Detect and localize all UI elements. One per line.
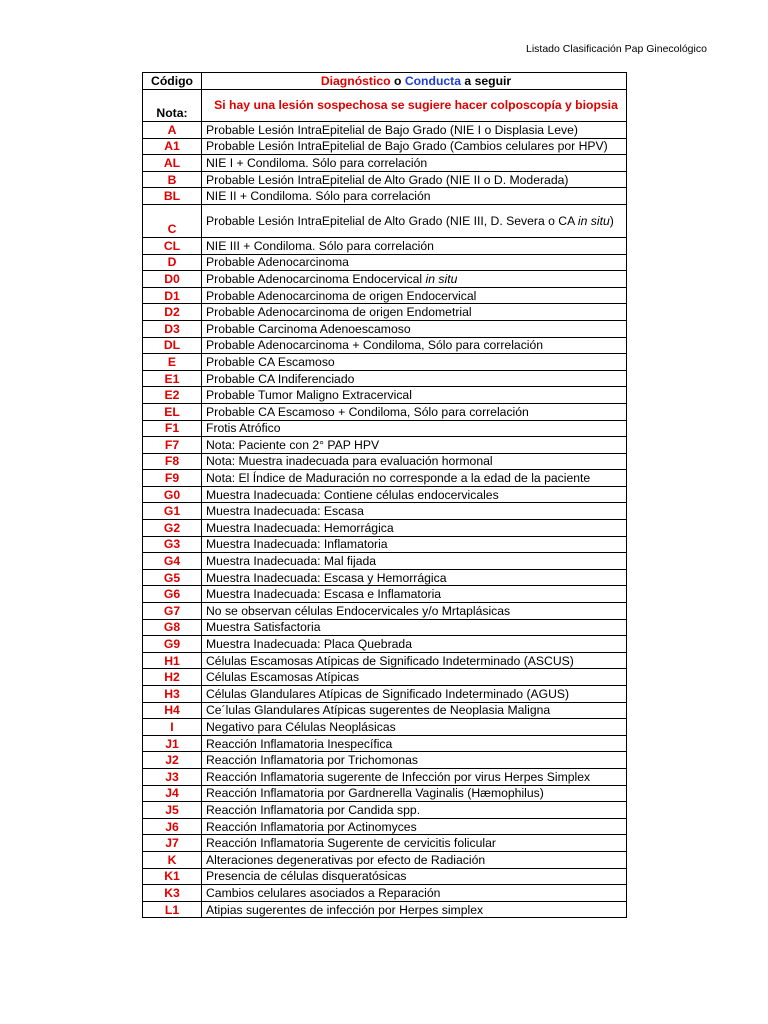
- table-row: [143, 586, 627, 603]
- row-code: CL: [143, 237, 202, 254]
- row-description-text: Cambios celulares asociados a Reparación: [206, 885, 441, 900]
- table-row: [143, 320, 627, 337]
- table-row: [143, 901, 627, 918]
- row-description-text: Nota: Muestra inadecuada para evaluación hormonal: [206, 454, 493, 469]
- row-code: J1: [143, 735, 202, 752]
- row-description-text: NIE I + Condiloma. Sólo para correlación: [206, 155, 428, 170]
- row-code: G8: [143, 619, 202, 636]
- table-row: [143, 337, 627, 354]
- table-row: [143, 453, 627, 470]
- row-code: F9: [143, 470, 202, 487]
- row-description: [202, 586, 627, 603]
- row-description: [202, 271, 627, 288]
- row-code: G3: [143, 536, 202, 553]
- row-description-text: Probable Adenocarcinoma: [206, 255, 349, 270]
- code-column-header: Código: [143, 73, 202, 90]
- row-code: D: [143, 254, 202, 271]
- row-description-text: Probable Lesión IntraEpitelial de Alto Grado (NIE III, D. Severa o CA: [206, 213, 578, 228]
- row-code: F1: [143, 420, 202, 437]
- row-description-text: NIE II + Condiloma. Sólo para correlación: [206, 189, 431, 204]
- row-description-text: Probable CA Escamoso: [206, 354, 335, 369]
- table-row: [143, 354, 627, 371]
- row-code: L1: [143, 901, 202, 918]
- table-row: [143, 702, 627, 719]
- row-description-text: Presencia de células disqueratósicas: [206, 869, 407, 884]
- row-description-text: Probable Tumor Maligno Extracervical: [206, 388, 412, 403]
- row-description: [202, 337, 627, 354]
- row-code: J3: [143, 768, 202, 785]
- row-code: G6: [143, 586, 202, 603]
- row-code: G5: [143, 569, 202, 586]
- table-row: [143, 387, 627, 404]
- row-description-italic: in situ: [425, 271, 458, 286]
- row-description: [202, 603, 627, 620]
- row-description-text: Frotis Atrófico: [206, 421, 281, 436]
- row-description-text: Probable CA Indiferenciado: [206, 371, 355, 386]
- table-note-row: [143, 90, 627, 122]
- row-code: G4: [143, 553, 202, 570]
- table-row: [143, 768, 627, 785]
- row-description-text: Muestra Inadecuada: Contiene células endocervicales: [206, 487, 499, 502]
- row-description-text: Muestra Inadecuada: Escasa y Hemorrágica: [206, 570, 447, 585]
- table-row: [143, 254, 627, 271]
- table-row: [143, 470, 627, 487]
- row-description: [202, 122, 627, 139]
- row-description-text: Muestra Satisfactoria: [206, 620, 321, 635]
- classification-table: [142, 72, 627, 918]
- row-description-text: Probable Lesión IntraEpitelial de Bajo Grado (Cambios celulares por HPV): [206, 139, 608, 154]
- row-description-text: Células Escamosas Atípicas de Significado Indeterminado (ASCUS): [206, 653, 574, 668]
- row-description: [202, 569, 627, 586]
- row-description-text: Reacción Inflamatoria sugerente de Infección por virus Herpes Simplex: [206, 769, 591, 784]
- row-description-text: Probable Lesión IntraEpitelial de Bajo Grado (NIE I o Displasia Leve): [206, 122, 578, 137]
- row-description-italic: in situ: [577, 213, 610, 228]
- row-description: [202, 818, 627, 835]
- row-description-text: Probable Adenocarcinoma de origen Endometrial: [206, 305, 472, 320]
- row-description: [202, 735, 627, 752]
- row-description-text: Probable Adenocarcinoma + Condiloma, Sólo para correlación: [206, 338, 544, 353]
- table-row: [143, 155, 627, 172]
- row-description: [202, 138, 627, 155]
- row-description: [202, 669, 627, 686]
- row-code: K: [143, 851, 202, 868]
- row-description: [202, 686, 627, 703]
- row-description-text: Nota: El Índice de Maduración no corresponde a la edad de la paciente: [206, 471, 591, 486]
- row-description: [202, 155, 627, 172]
- row-description-text: No se observan células Endocervicales y/o Mrtaplásicas: [206, 603, 511, 618]
- table-row: [143, 835, 627, 852]
- row-description: [202, 768, 627, 785]
- row-description: [202, 370, 627, 387]
- row-code: H2: [143, 669, 202, 686]
- row-description-text: Células Glandulares Atípicas de Significado Indeterminado (AGUS): [206, 686, 570, 701]
- table-row: [143, 188, 627, 205]
- o-label: o: [390, 74, 405, 88]
- conducta-label: Conducta: [404, 74, 462, 88]
- row-code: F8: [143, 453, 202, 470]
- row-description: [202, 702, 627, 719]
- table-header-row: [143, 73, 627, 90]
- table-row: [143, 569, 627, 586]
- row-description-text: Probable Adenocarcinoma de origen Endocervical: [206, 288, 477, 303]
- row-description: [202, 868, 627, 885]
- table-row: [143, 735, 627, 752]
- row-code: H1: [143, 652, 202, 669]
- row-description: [202, 304, 627, 321]
- table-row: [143, 885, 627, 902]
- row-code: K3: [143, 885, 202, 902]
- row-description: [202, 851, 627, 868]
- row-description-text: Muestra Inadecuada: Hemorrágica: [206, 520, 394, 535]
- table-row: [143, 636, 627, 653]
- row-description: [202, 785, 627, 802]
- table-row: [143, 868, 627, 885]
- row-description-text: Ce´lulas Glandulares Atípicas sugerentes de Neoplasia Maligna: [206, 703, 551, 718]
- table-row: [143, 553, 627, 570]
- row-code: E2: [143, 387, 202, 404]
- row-description-text: Alteraciones degenerativas por efecto de Radiación: [206, 852, 486, 867]
- row-description-text: Nota: Paciente con 2° PAP HPV: [206, 437, 380, 452]
- row-description: [202, 503, 627, 520]
- table-row: [143, 437, 627, 454]
- row-description: [202, 636, 627, 653]
- note-text: Si hay una lesión sospechosa se sugiere hacer colposcopía y biopsia: [202, 90, 627, 122]
- table-row: [143, 818, 627, 835]
- row-description: [202, 320, 627, 337]
- row-code: D1: [143, 287, 202, 304]
- row-description-text: Muestra Inadecuada: Inflamatoria: [206, 537, 388, 552]
- table-row: [143, 536, 627, 553]
- row-description-text: Atipias sugerentes de infección por Herpes simplex: [206, 902, 484, 917]
- row-code: J7: [143, 835, 202, 852]
- row-code: F7: [143, 437, 202, 454]
- row-code: G0: [143, 486, 202, 503]
- row-description-text: Reacción Inflamatoria Inespecífica: [206, 736, 393, 751]
- row-description-text: Probable Lesión IntraEpitelial de Alto Grado (NIE II o D. Moderada): [206, 172, 569, 187]
- row-description: [202, 188, 627, 205]
- row-code: J2: [143, 752, 202, 769]
- row-code: D0: [143, 271, 202, 288]
- row-description: [202, 885, 627, 902]
- table-row: [143, 138, 627, 155]
- row-description: [202, 237, 627, 254]
- table-row: [143, 370, 627, 387]
- row-description-text: Probable Adenocarcinoma Endocervical: [206, 271, 426, 286]
- table-row: [143, 652, 627, 669]
- row-code: D2: [143, 304, 202, 321]
- row-description: [202, 536, 627, 553]
- row-description: [202, 486, 627, 503]
- row-code: BL: [143, 188, 202, 205]
- row-description: [202, 403, 627, 420]
- row-code: H3: [143, 686, 202, 703]
- table-row: [143, 287, 627, 304]
- note-label: Nota:: [143, 90, 202, 122]
- row-code: AL: [143, 155, 202, 172]
- row-description-text: Reacción Inflamatoria por Trichomonas: [206, 753, 419, 768]
- row-description: [202, 287, 627, 304]
- row-description: [202, 652, 627, 669]
- row-description-text: Probable Carcinoma Adenoescamoso: [206, 321, 411, 336]
- row-code: EL: [143, 403, 202, 420]
- row-description: [202, 752, 627, 769]
- row-description-text: NIE III + Condiloma. Sólo para correlación: [206, 238, 434, 253]
- table-row: [143, 503, 627, 520]
- row-code: J6: [143, 818, 202, 835]
- row-code: C: [143, 204, 202, 237]
- table-row: [143, 603, 627, 620]
- table-row: [143, 619, 627, 636]
- table-row: [143, 271, 627, 288]
- row-description-text: Muestra Inadecuada: Mal fijada: [206, 554, 377, 569]
- table-row: [143, 785, 627, 802]
- row-description: [202, 171, 627, 188]
- row-code: G1: [143, 503, 202, 520]
- row-description-text: Células Escamosas Atípicas: [206, 670, 360, 685]
- table-row: [143, 752, 627, 769]
- row-description-suffix: ): [609, 213, 614, 228]
- row-description-text: Reacción Inflamatoria por Gardnerella Vaginalis (Hæmophilus): [206, 786, 544, 801]
- row-code: G7: [143, 603, 202, 620]
- row-description: [202, 453, 627, 470]
- row-description-text: Reacción Inflamatoria por Candida spp.: [206, 802, 421, 817]
- table-row: [143, 204, 627, 237]
- row-code: DL: [143, 337, 202, 354]
- row-code: E: [143, 354, 202, 371]
- row-description: [202, 254, 627, 271]
- page-header: Listado Clasificación Pap Ginecológico: [526, 43, 707, 55]
- row-description-text: Muestra Inadecuada: Placa Quebrada: [206, 637, 412, 652]
- row-description: [202, 420, 627, 437]
- diagnosis-column-header: [202, 73, 627, 90]
- table-row: [143, 420, 627, 437]
- row-description-text: Negativo para Células Neoplásicas: [206, 719, 396, 734]
- table-row: [143, 686, 627, 703]
- table-row: [143, 486, 627, 503]
- row-description: [202, 437, 627, 454]
- table-row: [143, 304, 627, 321]
- row-description: [202, 387, 627, 404]
- row-code: E1: [143, 370, 202, 387]
- row-description-text: Probable CA Escamoso + Condiloma, Sólo para correlación: [206, 404, 529, 419]
- row-code: G2: [143, 520, 202, 537]
- table-row: [143, 403, 627, 420]
- table-row: [143, 851, 627, 868]
- row-code: J4: [143, 785, 202, 802]
- table-row: [143, 802, 627, 819]
- table-row: [143, 122, 627, 139]
- row-code: A: [143, 122, 202, 139]
- row-description-text: Muestra Inadecuada: Escasa: [206, 504, 364, 519]
- row-description: [202, 354, 627, 371]
- row-code: K1: [143, 868, 202, 885]
- row-description-text: Muestra Inadecuada: Escasa e Inflamatoria: [206, 587, 442, 602]
- row-code: A1: [143, 138, 202, 155]
- row-code: G9: [143, 636, 202, 653]
- table-row: [143, 237, 627, 254]
- diagnostico-label: Diagnóstico: [320, 74, 391, 88]
- row-code: J5: [143, 802, 202, 819]
- row-code: B: [143, 171, 202, 188]
- table-row: [143, 719, 627, 736]
- table-row: [143, 171, 627, 188]
- row-description: [202, 802, 627, 819]
- row-code: D3: [143, 320, 202, 337]
- row-description: [202, 553, 627, 570]
- row-description: [202, 520, 627, 537]
- a-seguir-label: a seguir: [461, 74, 512, 88]
- row-description: [202, 470, 627, 487]
- row-description: [202, 901, 627, 918]
- row-code: I: [143, 719, 202, 736]
- row-description: [202, 204, 627, 237]
- row-description: [202, 719, 627, 736]
- row-description: [202, 619, 627, 636]
- row-description-text: Reacción Inflamatoria por Actinomyces: [206, 819, 417, 834]
- row-description-text: Reacción Inflamatoria Sugerente de cervicitis folicular: [206, 836, 496, 851]
- table-row: [143, 669, 627, 686]
- row-description: [202, 835, 627, 852]
- row-code: H4: [143, 702, 202, 719]
- table-row: [143, 520, 627, 537]
